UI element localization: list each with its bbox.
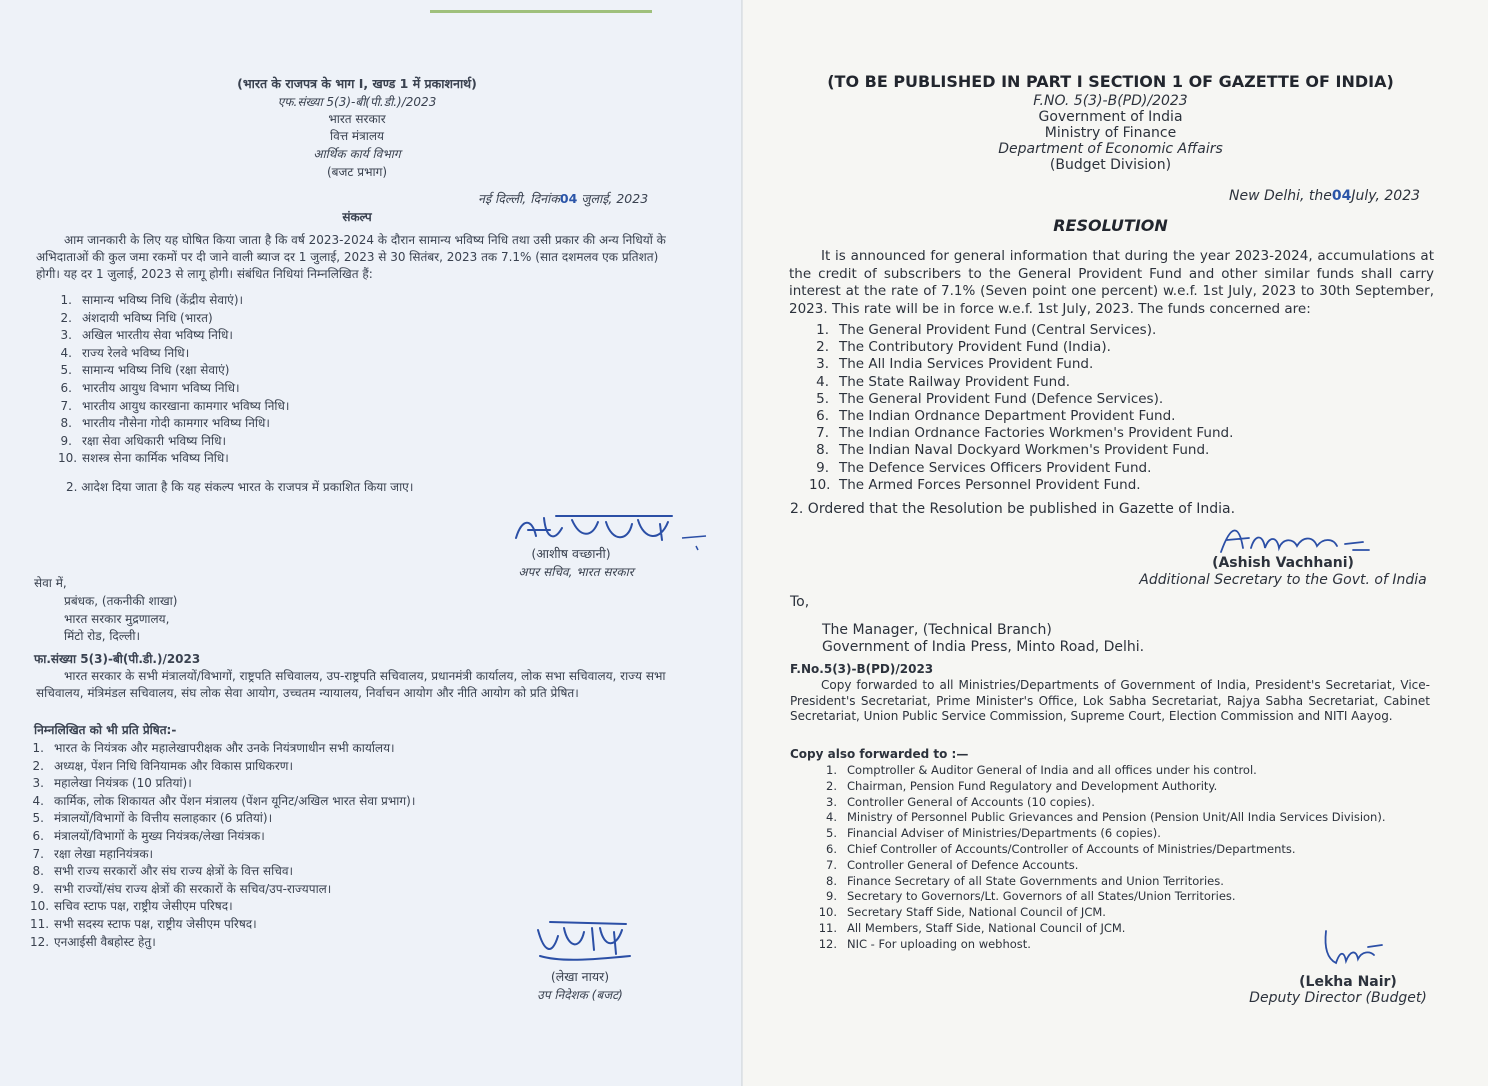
copy-also-heading: Copy also forwarded to :— <box>790 747 969 761</box>
recipients-list <box>30 740 415 951</box>
signer2-title: Deputy Director (Budget) <box>1249 990 1427 1006</box>
date-prefix: नई दिल्ली, दिनांक <box>478 191 560 206</box>
date-prefix: New Delhi, the <box>1229 188 1332 204</box>
list-item: 4. राज्य रेलवे भविष्य निधि। <box>60 345 190 360</box>
list-item: 1. सामान्य भविष्य निधि (केंद्रीय सेवाएं)। <box>60 293 244 307</box>
division: (बजट प्रभाग) <box>326 165 388 179</box>
list-item: 6. The Indian Ordnance Department Provident Fund. <box>816 408 1176 425</box>
list-item: 5. मंत्रालयों/विभागों के वित्तीय सलाहकार (6 प्रतियां)। <box>32 811 273 826</box>
addressee-line: प्रबंधक, (तकनीकी शाखा) <box>64 594 178 608</box>
department: आर्थिक कार्य विभाग <box>313 147 401 161</box>
list-item: 4. कार्मिक, लोक शिकायत और पेंशन मंत्रालय (पेंशन यूनिट/अखिल भारत सेवा प्रभाग)। <box>32 793 416 808</box>
list-item: 1. The General Provident Fund (Central Services). <box>816 322 1157 338</box>
list-item: 10. The Armed Forces Personnel Provident Fund. <box>809 476 1141 493</box>
signature-lekha-english <box>1318 925 1388 969</box>
date-day: 04 <box>1331 188 1352 204</box>
list-item: 8. Finance Secretary of all State Governments and Union Territories. <box>826 873 1224 888</box>
list-item: 2. Chairman, Pension Fund Regulatory and Development Authority. <box>826 778 1218 793</box>
list-item: 7. Controller General of Defence Accounts. <box>826 857 1079 872</box>
list-item: 11. सभी सदस्य स्टाफ पक्ष, राष्ट्रीय जेसीएम परिषद। <box>30 916 257 931</box>
to-label: To, <box>790 594 810 610</box>
government: Government of India <box>1038 109 1183 125</box>
list-item: 9. सभी राज्यों/संघ राज्य क्षेत्रों की सरकारों के सचिव/उप-राज्यपाल। <box>32 881 332 896</box>
list-item: 9. The Defence Services Officers Provident Fund. <box>816 459 1152 476</box>
date-line <box>1229 188 1420 204</box>
list-item: 5. The General Provident Fund (Defence Services). <box>816 390 1164 407</box>
list-item: 4. Ministry of Personnel Public Grievances and Pension (Pension Unit/All India Services Division). <box>826 810 1386 825</box>
file-number: F.NO. 5(3)-B(PD)/2023 <box>1033 93 1188 109</box>
government: भारत सरकार <box>328 112 386 126</box>
file-number: एफ.संख्या 5(3)-बी(पी.डी.)/2023 <box>277 95 437 109</box>
list-item: 3. अखिल भारतीय सेवा भविष्य निधि। <box>60 328 233 343</box>
list-item: 2. अंशदायी भविष्य निधि (भारत) <box>60 310 213 325</box>
english-page <box>743 0 1488 1086</box>
date-line <box>478 191 648 207</box>
resolution-body: It is announced for general information that during the year 2023-2024, accumulations at the credit of subscribers to the General Provident Fund and other similar funds shall carry interest at the rate of 7.1% (Seven point one percent) w.e.f. 1st July, 2023 to 30th September, 2023. This rate will be in force w.e.f. 1st July, 2023. The funds concerned are: <box>789 248 1434 317</box>
list-item: 3. The All India Services Provident Fund. <box>816 356 1094 373</box>
list-item: 6. भारतीय आयुध विभाग भविष्य निधि। <box>60 380 240 395</box>
ministry: Ministry of Finance <box>1044 125 1177 141</box>
ministry: वित्त मंत्रालय <box>330 129 384 143</box>
signature-ashish-english <box>1213 518 1373 558</box>
heading: RESOLUTION <box>1053 216 1168 235</box>
list-item: 1. Comptroller & Auditor General of India and all offices under his control. <box>826 763 1257 777</box>
list-item: 7. भारतीय आयुध कारखाना कामगार भविष्य निधि। <box>60 398 290 413</box>
list-item: 10. सचिव स्टाफ पक्ष, राष्ट्रीय जेसीएम परिषद। <box>30 899 233 914</box>
resolution-body: आम जानकारी के लिए यह घोषित किया जाता है कि वर्ष 2023-2024 के दौरान सामान्य भविष्य निधि तथा उसी प्रकार की अन्य निधियों के अभिदाताओं की कुल जमा रकमों पर दी जाने वाली ब्याज दर 1 जुलाई, 2023 से 30 सितंबर, 2023 तक 7.1% (सात दशमलव एक प्रतिशत) होगी। यह दर 1 जुलाई, 2023 से लागू होगी। संबंधित निधियां निम्नलिखित हैं: <box>36 233 666 281</box>
list-item: 8. The Indian Naval Dockyard Workmen's Provident Fund. <box>816 442 1210 459</box>
list-item: 5. सामान्य भविष्य निधि (रक्षा सेवाएं) <box>60 363 230 378</box>
order-line: 2. Ordered that the Resolution be published in Gazette of India. <box>790 501 1236 517</box>
addressee-line: Government of India Press, Minto Road, Delhi. <box>822 639 1145 655</box>
addressee-line: मिंटो रोड, दिल्ली। <box>64 629 141 643</box>
list-item: 2. The Contributory Provident Fund (India). <box>816 339 1111 356</box>
department: Department of Economic Affairs <box>998 141 1223 157</box>
copy-also-heading: निम्नलिखित को भी प्रति प्रेषित:- <box>34 723 177 737</box>
list-item: 8. भारतीय नौसेना गोदी कामगार भविष्य निधि। <box>60 416 270 431</box>
funds-list <box>809 322 1233 494</box>
copy-file-number: फा.संख्या 5(3)-बी(पी.डी.)/2023 <box>34 652 201 666</box>
list-item: 5. Financial Adviser of Ministries/Departments (6 copies). <box>826 826 1161 841</box>
list-item: 7. The Indian Ordnance Factories Workmen's Provident Fund. <box>816 425 1234 442</box>
list-item: 6. Chief Controller of Accounts/Controller of Accounts of Ministries/Departments. <box>826 841 1296 856</box>
list-item: 11. All Members, Staff Side, National Council of JCM. <box>818 920 1126 935</box>
list-item: 10. Secretary Staff Side, National Council of JCM. <box>818 905 1106 920</box>
signer2-name: (लेखा नायर) <box>550 969 610 984</box>
recipients-list <box>815 763 1386 953</box>
gazette-note: (TO BE PUBLISHED IN PART I SECTION 1 OF GAZETTE OF INDIA) <box>827 72 1394 91</box>
list-item: 9. Secretary to Governors/Lt. Governors of all States/Union Territories. <box>826 889 1236 904</box>
list-item: 2. अध्यक्ष, पेंशन निधि विनियामक और विकास प्राधिकरण। <box>32 758 294 773</box>
heading: संकल्प <box>342 210 372 224</box>
list-item: 12. एनआईसी वैबहोस्ट हेतु। <box>30 934 156 949</box>
signer-title: Additional Secretary to the Govt. of India <box>1139 572 1427 588</box>
copy-forwarded-text: भारत सरकार के सभी मंत्रालयों/विभागों, राष्ट्रपति सचिवालय, उप-राष्ट्रपति सचिवालय, प्रधानमंत्री कार्यालय, लोक सभा सचिवालय, राज्य सभा सचिवालय, मंत्रिमंडल सचिवालय, संघ लोक सेवा आयोग, उच्चतम न्यायालय, निर्वाचन आयोग और नीति आयोग को प्रति प्रेषित। <box>36 669 666 700</box>
order-line: 2. आदेश दिया जाता है कि यह संकल्प भारत के राजपत्र में प्रकाशित किया जाए। <box>66 480 414 494</box>
signer-name: (आशीष वच्छानी) <box>531 546 611 561</box>
copy-file-number: F.No.5(3)-B(PD)/2023 <box>790 662 934 676</box>
scan-edge-strip <box>430 10 652 13</box>
to-label: सेवा में, <box>34 576 67 590</box>
division: (Budget Division) <box>1049 157 1172 173</box>
date-suffix: जुलाई, 2023 <box>581 191 649 206</box>
hindi-page <box>0 0 743 1086</box>
funds-list <box>58 292 289 468</box>
list-item: 12. NIC - For uploading on webhost. <box>818 936 1031 951</box>
list-item: 8. सभी राज्य सरकारों और संघ राज्य क्षेत्रों के वित्त सचिव। <box>32 864 294 879</box>
list-item: 3. Controller General of Accounts (10 copies). <box>826 794 1095 809</box>
signer-name: (Ashish Vachhani) <box>1212 555 1354 571</box>
signer2-name: (Lekha Nair) <box>1299 974 1397 990</box>
addressee-line: The Manager, (Technical Branch) <box>822 622 1052 638</box>
list-item: 7. रक्षा लेखा महानियंत्रक। <box>32 846 154 861</box>
copy-forwarded-text: Copy forwarded to all Ministries/Departments of Government of India, President's Secretariat, Vice-President's Secretariat, Prime Minister's Office, Lok Sabha Secretariat, Rajya Sabha Secretariat, Cabinet Secretariat, Union Public Service Commission, Supreme Court, Election Commission and NITI Aayog. <box>790 678 1430 723</box>
gazette-note: (भारत के राजपत्र के भाग I, खण्ड 1 में प्रकाशनार्थ) <box>237 76 477 91</box>
addressee-line: भारत सरकार मुद्रणालय, <box>64 612 170 626</box>
list-item: 6. मंत्रालयों/विभागों के मुख्य नियंत्रक/लेखा नियंत्रक। <box>32 828 265 843</box>
list-item: 10. सशस्त्र सेना कार्मिक भविष्य निधि। <box>58 451 229 466</box>
list-item: 3. महालेखा नियंत्रक (10 प्रतियां)। <box>32 776 192 791</box>
list-item: 1. भारत के नियंत्रक और महालेखापरीक्षक और उनके नियंत्रणाधीन सभी कार्यालय। <box>32 741 395 755</box>
date-suffix: July, 2023 <box>1351 188 1421 204</box>
list-item: 4. The State Railway Provident Fund. <box>816 373 1071 390</box>
signature-lekha-hindi <box>530 910 640 968</box>
signer2-title: उप निदेशक (बजट) <box>537 988 623 1002</box>
list-item: 9. रक्षा सेवा अधिकारी भविष्य निधि। <box>60 433 227 448</box>
date-day: 04 <box>559 191 578 206</box>
signer-title: अपर सचिव, भारत सरकार <box>518 565 634 579</box>
